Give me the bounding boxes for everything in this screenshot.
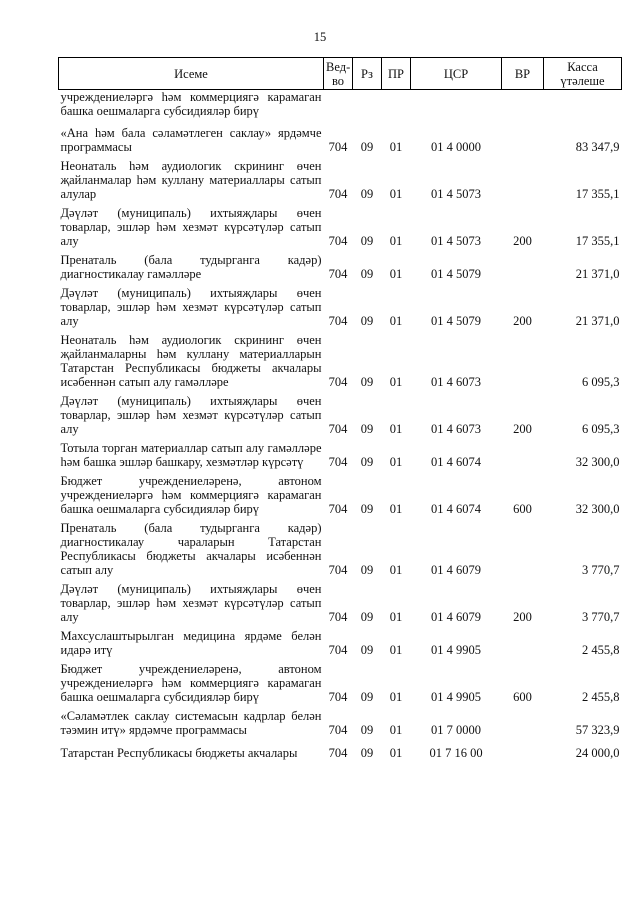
row-kassa: 57 323,9 <box>575 723 620 737</box>
table-row <box>59 709 622 742</box>
row-rz: 09 <box>360 723 374 737</box>
table-row <box>59 90 622 127</box>
row-pr <box>382 90 411 127</box>
row-kassa: 83 347,9 <box>575 140 620 154</box>
row-ved: 704 <box>328 563 348 577</box>
row-vr <box>502 709 544 742</box>
row-ved: 704 <box>328 267 348 281</box>
row-rz: 09 <box>360 422 374 436</box>
row-csr: 01 4 5079 <box>431 314 481 328</box>
row-ved: 704 <box>328 422 348 436</box>
row-csr: 01 4 9905 <box>431 643 481 657</box>
row-ved <box>324 90 353 127</box>
row-kassa <box>544 90 622 127</box>
row-pr: 01 <box>389 690 403 704</box>
row-kassa: 2 455,8 <box>582 643 620 657</box>
row-name: Бюджет учреждениеләренә, автоном учреждениеләргә һәм коммерциягә карамаган башка оешмаларга субсидияләр бирү <box>60 474 322 516</box>
row-pr: 01 <box>389 187 403 201</box>
table-row <box>59 126 622 159</box>
row-name: «Сәламәтлек саклау системасын кадрлар белән тәэмин итү» ярдәмче программасы <box>60 709 322 737</box>
row-rz <box>353 90 382 127</box>
row-name: Бюджет учреждениеләренә, автоном учреждениеләргә һәм коммерциягә карамаган башка оешмаларга субсидияләр бирү <box>60 662 322 704</box>
header-kassa: Касса үтәлеше <box>544 58 622 90</box>
row-csr: 01 4 0000 <box>431 140 481 154</box>
table-row <box>59 629 622 662</box>
row-rz: 09 <box>360 234 374 248</box>
row-kassa: 17 355,1 <box>575 234 620 248</box>
row-name: Дәүләт (муниципаль) ихтыяҗлары өчен товарлар, эшләр һәм хезмәт күрсәтүләр сатып алу <box>60 286 322 328</box>
row-pr: 01 <box>389 234 403 248</box>
row-vr <box>502 629 544 662</box>
row-vr: 200 <box>513 234 532 248</box>
row-vr <box>502 521 544 582</box>
row-csr: 01 4 6079 <box>431 610 481 624</box>
table-row <box>59 159 622 206</box>
row-csr: 01 4 6073 <box>431 422 481 436</box>
row-csr: 01 4 6074 <box>431 455 481 469</box>
table-body <box>59 90 622 761</box>
row-csr: 01 4 6074 <box>431 502 481 516</box>
table-row <box>59 441 622 474</box>
row-kassa: 32 300,0 <box>575 502 620 516</box>
row-csr: 01 4 6073 <box>431 375 481 389</box>
row-pr: 01 <box>389 610 403 624</box>
row-kassa: 17 355,1 <box>575 187 620 201</box>
row-rz: 09 <box>360 690 374 704</box>
row-name: Пренаталь (бала тудырганга кадәр) диагностикалау чараларын Татарстан Республикасы бюджеты акчалары исәбеннән сатып алу <box>60 521 322 577</box>
row-pr: 01 <box>389 140 403 154</box>
row-pr: 01 <box>389 643 403 657</box>
row-pr: 01 <box>389 563 403 577</box>
row-name: Дәүләт (муниципаль) ихтыяҗлары өчен товарлар, эшләр һәм хезмәт күрсәтүләр сатып алу <box>60 206 322 248</box>
table-row <box>59 742 622 760</box>
row-kassa: 2 455,8 <box>582 690 620 704</box>
row-name: Тотыла торган материаллар сатып алу гамәлләре һәм башка эшләр башкару, хезмәтләр күрсәтү <box>60 441 322 469</box>
row-name: Дәүләт (муниципаль) ихтыяҗлары өчен товарлар, эшләр һәм хезмәт күрсәтүләр сатып алу <box>60 582 322 624</box>
row-pr: 01 <box>389 375 403 389</box>
page-number: 15 <box>313 30 327 44</box>
row-vr <box>502 126 544 159</box>
row-kassa: 6 095,3 <box>582 375 620 389</box>
table-row <box>59 521 622 582</box>
row-vr: 200 <box>513 314 532 328</box>
row-csr: 01 4 5079 <box>431 267 481 281</box>
row-csr: 01 4 9905 <box>431 690 481 704</box>
row-vr <box>502 253 544 286</box>
row-vr: 600 <box>513 690 532 704</box>
row-ved: 704 <box>328 187 348 201</box>
header-vr: ВР <box>502 58 544 90</box>
row-pr: 01 <box>389 746 403 760</box>
budget-table <box>58 57 622 760</box>
row-pr: 01 <box>389 267 403 281</box>
row-ved: 704 <box>328 610 348 624</box>
table-row <box>59 333 622 394</box>
row-name: учреждениеләргә һәм коммерциягә карамаган башка оешмаларга субсидияләр бирү <box>60 90 322 118</box>
row-rz: 09 <box>360 267 374 281</box>
row-pr: 01 <box>389 723 403 737</box>
row-rz: 09 <box>360 314 374 328</box>
row-name: Неонаталь һәм аудиологик скрининг өчен җайланмалар һәм куллану материаллары сатып алулар <box>60 159 322 201</box>
header-ved: Вед- во <box>324 58 353 90</box>
row-csr: 01 7 16 00 <box>429 746 483 760</box>
header-pr: ПР <box>382 58 411 90</box>
row-pr: 01 <box>389 422 403 436</box>
row-vr <box>502 90 544 127</box>
header-csr: ЦСР <box>411 58 502 90</box>
table-row <box>59 582 622 629</box>
row-kassa: 3 770,7 <box>582 610 620 624</box>
row-csr <box>411 90 502 127</box>
row-name: Дәүләт (муниципаль) ихтыяҗлары өчен товарлар, эшләр һәм хезмәт күрсәтүләр сатып алу <box>60 394 322 436</box>
row-rz: 09 <box>360 140 374 154</box>
table-row <box>59 206 622 253</box>
table-header <box>59 58 622 90</box>
row-vr <box>502 441 544 474</box>
row-name: «Ана һәм бала сәламәтлеген саклау» ярдәмче программасы <box>60 126 322 154</box>
row-name: Махсуслаштырылган медицина ярдәме белән идарә итү <box>60 629 322 657</box>
row-ved: 704 <box>328 502 348 516</box>
row-ved: 704 <box>328 140 348 154</box>
row-kassa: 6 095,3 <box>582 422 620 436</box>
row-vr: 200 <box>513 422 532 436</box>
table-row <box>59 474 622 521</box>
row-rz: 09 <box>360 455 374 469</box>
row-rz: 09 <box>360 375 374 389</box>
row-rz: 09 <box>360 502 374 516</box>
row-kassa: 32 300,0 <box>575 455 620 469</box>
row-ved: 704 <box>328 690 348 704</box>
row-ved: 704 <box>328 375 348 389</box>
row-ved: 704 <box>328 234 348 248</box>
header-name: Исеме <box>59 58 324 90</box>
row-ved: 704 <box>328 455 348 469</box>
row-rz: 09 <box>360 187 374 201</box>
row-ved: 704 <box>328 723 348 737</box>
row-kassa: 24 000,0 <box>575 746 620 760</box>
row-rz: 09 <box>360 610 374 624</box>
row-vr: 200 <box>513 610 532 624</box>
row-kassa: 21 371,0 <box>575 314 620 328</box>
row-pr: 01 <box>389 502 403 516</box>
row-kassa: 21 371,0 <box>575 267 620 281</box>
row-rz: 09 <box>360 746 374 760</box>
header-rz: Рз <box>353 58 382 90</box>
row-vr <box>502 333 544 394</box>
row-kassa: 3 770,7 <box>582 563 620 577</box>
row-csr: 01 4 6079 <box>431 563 481 577</box>
row-pr: 01 <box>389 455 403 469</box>
row-name: Татарстан Республикасы бюджеты акчалары <box>60 746 298 760</box>
row-csr: 01 4 5073 <box>431 234 481 248</box>
row-vr: 600 <box>513 502 532 516</box>
table-row <box>59 253 622 286</box>
row-csr: 01 7 0000 <box>431 723 481 737</box>
row-ved: 704 <box>328 643 348 657</box>
row-name: Пренаталь (бала тудырганга кадәр) диагностикалау гамәлләре <box>60 253 322 281</box>
row-csr: 01 4 5073 <box>431 187 481 201</box>
table-row <box>59 662 622 709</box>
row-pr: 01 <box>389 314 403 328</box>
row-name: Неонаталь һәм аудиологик скрининг өчен җайланмаларны һәм куллану материалларын Татарстан Республикасы бюджеты акчалары исәбеннән сатып алу гамәлләре <box>60 333 322 389</box>
row-rz: 09 <box>360 643 374 657</box>
row-ved: 704 <box>328 746 348 760</box>
row-vr <box>502 742 544 760</box>
table-row <box>59 286 622 333</box>
row-ved: 704 <box>328 314 348 328</box>
table-row <box>59 394 622 441</box>
row-rz: 09 <box>360 563 374 577</box>
row-vr <box>502 159 544 206</box>
